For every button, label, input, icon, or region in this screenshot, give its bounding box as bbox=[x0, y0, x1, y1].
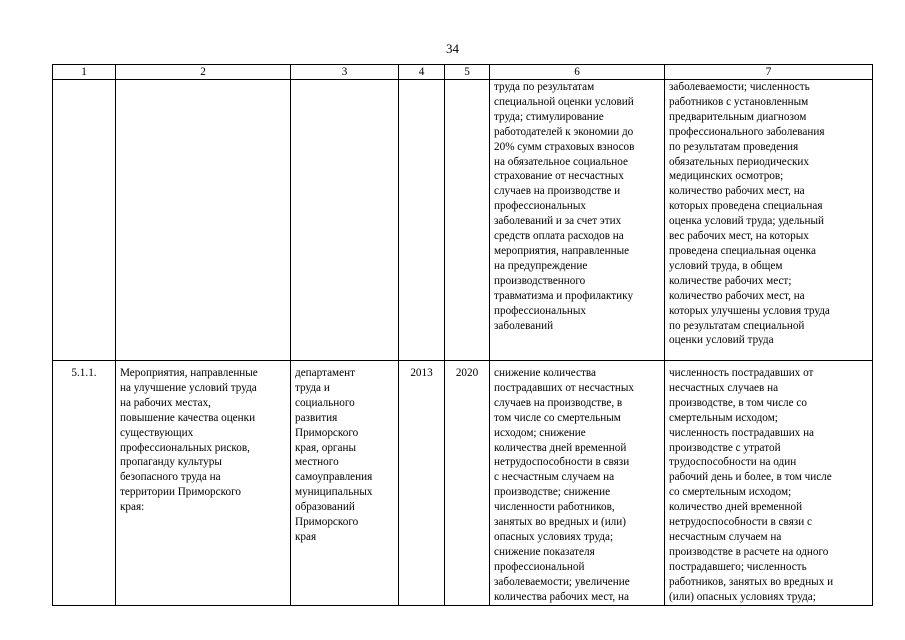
end-year-cell bbox=[445, 80, 490, 361]
header-cell-col-2: 2 bbox=[116, 65, 291, 80]
page-number: 34 bbox=[446, 41, 459, 56]
header-cell-col-6: 6 bbox=[490, 65, 665, 80]
header-cell-col-5: 5 bbox=[445, 65, 490, 80]
table-header-row bbox=[53, 65, 873, 80]
header-cell-col-7: 7 bbox=[665, 65, 873, 80]
responsible-cell bbox=[291, 80, 399, 361]
table-row bbox=[53, 361, 873, 606]
start-year-cell: 2013 bbox=[399, 361, 445, 606]
responsible-cell: департамент труда и социального развития Приморского края, органы местного самоуправления муниципальных образований Приморского края bbox=[291, 361, 399, 606]
measure-name-cell bbox=[116, 80, 291, 361]
measure-name-cell: Мероприятия, направленные на улучшение условий труда на рабочих местах, повышение качества оценки существующих профессиональных рисков, пропаганду культуры безопасного труда на территории Приморского края: bbox=[116, 361, 291, 606]
indicator-cell: заболеваемости; численность работников с установленным предварительным диагнозом профессионального заболевания по результатам проведения обязательных периодических медицинских осмотров; количество рабочих мест, на которых проведена специальная оценка условий труда; удельный вес рабочих мест, на которых проведена специальная оценка условий труда, в общем количестве рабочих мест; количество рабочих мест, на которых улучшены условия труда по результатам специальной оценки условий труда bbox=[665, 80, 873, 361]
header-cell-col-1: 1 bbox=[53, 65, 116, 80]
start-year-cell bbox=[399, 80, 445, 361]
indicator-cell: численность пострадавших от несчастных случаев на производстве, в том числе со смертельным исходом; численность пострадавших на производстве с утратой трудоспособности на один рабочий день и более, в том числе со смертельным исходом; количество дней временной нетрудоспособности в связи с несчастным случаем на производстве в расчете на одного пострадавшего; численность работников, занятых во вредных и (или) опасных условиях труда; bbox=[665, 361, 873, 606]
header-cell-col-4: 4 bbox=[399, 65, 445, 80]
item-number-cell: 5.1.1. bbox=[53, 361, 116, 606]
measures-table bbox=[52, 64, 873, 606]
table-row bbox=[53, 80, 873, 361]
expected-result-cell: труда по результатам специальной оценки условий труда; стимулирование работодателей к экономии до 20% сумм страховых взносов на обязательное социальное страхование от несчастных случаев на производстве и профессиональных заболеваний и за счет этих средств оплата расходов на мероприятия, направленные на предупреждение производственного травматизма и профилактику профессиональных заболеваний bbox=[490, 80, 665, 361]
header-cell-col-3: 3 bbox=[291, 65, 399, 80]
item-number-cell bbox=[53, 80, 116, 361]
end-year-cell: 2020 bbox=[445, 361, 490, 606]
expected-result-cell: снижение количества пострадавших от несчастных случаев на производстве, в том числе со смертельным исходом; снижение количества дней временной нетрудоспособности в связи с несчастным случаем на производстве; снижение численности работников, занятых во вредных и (или) опасных условиях труда; снижение показателя профессиональной заболеваемости; увеличение количества рабочих мест, на bbox=[490, 361, 665, 606]
